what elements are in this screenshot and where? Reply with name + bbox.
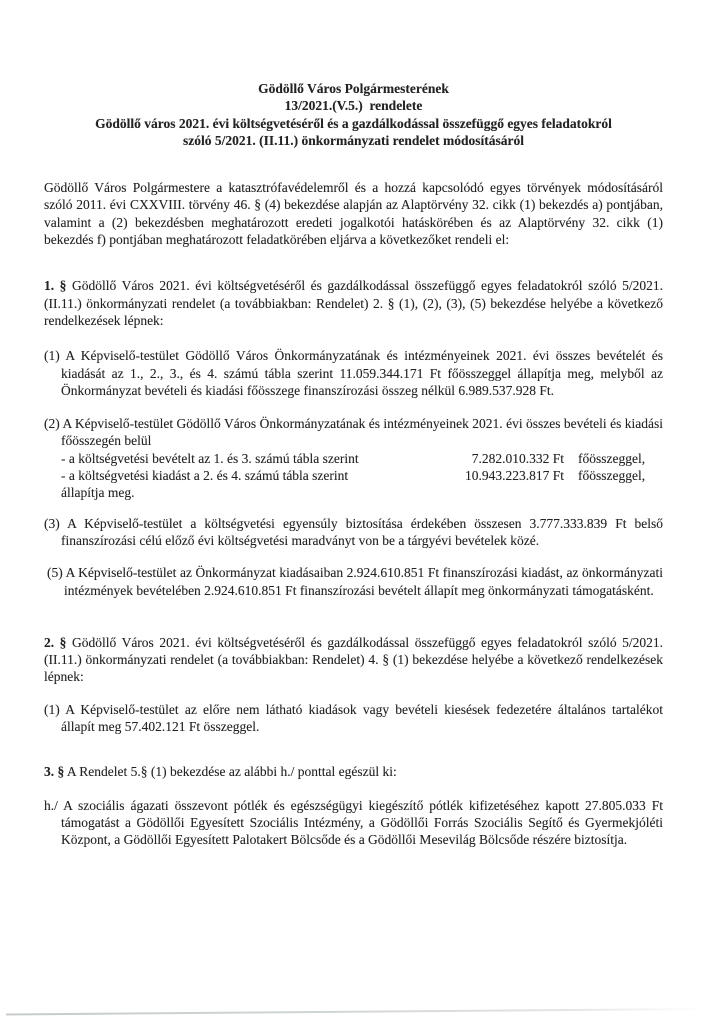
paragraph-marker: h./: [44, 797, 58, 813]
document-title: [44, 80, 663, 149]
section-1-marker: 1. §: [44, 278, 67, 294]
section-3-heading-text: A Rendelet 5.§ (1) bekezdése az alábbi h./ ponttal egészül ki:: [66, 764, 397, 780]
budget-row-suffix: főösszeggel,: [578, 450, 646, 466]
section-1-heading-text: Gödöllő Város 2021. évi költségvetéséről és gazdálkodással összefüggő egyes feladatokról szóló 5/2021. (II.11.) önkormányzati rendelet (a továbbiakban: Rendelet) 2. § (1), (2), (3), (5) bekezdése helyébe a következő rendelkezések lépnek:: [44, 278, 664, 328]
paragraph-text: A szociális ágazati összevont pótlék és egészségügyi kiegészítő pótlék kifizetéséhez kapott 27.805.033 Ft támogatást a Gödöllői Egyesített Szociális Intézmény, a Gödöllői Forrás Szociális Segítő és Gyermekjóléti Központ, a Gödöllői Egyesített Palotakert Bölcsőde és a Gödöllői Mesevilág Bölcsőde részére biztosítja.: [61, 797, 663, 848]
title-line-2: 13/2021.(V.5.) rendelete: [284, 98, 423, 114]
paragraph-marker: (5): [47, 565, 63, 581]
paragraph-marker: (3): [44, 515, 60, 531]
section-3-point-h: [44, 797, 663, 849]
budget-expense-row: [61, 467, 663, 484]
paragraph-text: A Képviselő-testület a költségvetési egyensúly biztosítása érdekében összesen 3.777.333.839 Ft belső finanszírozási célú előző évi költségvetési maradványt von be a tárgyévi bevételek közé.: [61, 515, 664, 548]
title-line-4: szóló 5/2021. (II.11.) önkormányzati rendelet módosításáról: [183, 132, 524, 148]
section-2-heading: [44, 634, 663, 686]
section-1-heading: [44, 277, 663, 329]
budget-row-suffix: főösszeggel,: [578, 468, 646, 484]
section-3-marker: 3. §: [44, 764, 65, 780]
paragraph-text: A Képviselő-testület Gödöllő Város Önkormányzatának és intézményeinek 2021. évi összes bevételi és kiadási főösszegén belül: [61, 416, 663, 449]
section-1-paragraph-2: [44, 415, 663, 501]
title-line-1: Gödöllő Város Polgármesterének: [258, 81, 449, 96]
budget-row-label: - a költségvetési bevételt az 1. és 3. számú tábla szerint: [61, 450, 359, 466]
budget-row-amount: 10.943.223.817 Ft: [464, 468, 564, 484]
section-2-heading-text: Gödöllő Város 2021. évi költségvetéséről és gazdálkodással összefüggő egyes feladatokról szóló 5/2021. (II.11.) önkormányzati rendelet (a továbbiakban: Rendelet) 4. § (1) bekezdése helyébe a következő rendelkezések lépnek:: [44, 634, 664, 685]
document-body: [44, 80, 663, 849]
preamble-paragraph: Gödöllő Város Polgármestere a katasztrófavédelemről és a hozzá kapcsolódó egyes törvények módosításáról szóló 2011. évi CXXVIII. törvény 46. § (4) bekezdése alapján az Alaptörvény 32. cikk (1) bekezdés a) pontjában, valamint a (2) bekezdésben meghatározott eredeti jogalkotói hatáskörében és az Alaptörvény 32. cikk (1) bekezdés f) pontjában meghatározott feladatkörében eljárva a következőket rendeli el:: [44, 180, 663, 248]
paragraph-text: A Képviselő-testület az Önkormányzat kiadásaiban 2.924.610.851 Ft finanszírozási kiadást, az önkormányzati intézmények bevételében 2.924.610.851 Ft finanszírozási bevételt állapít meg önkormányzati támogatásként.: [64, 565, 663, 598]
paragraph-closing-text: állapítja meg.: [61, 485, 135, 501]
section-1-paragraph-3: [44, 515, 663, 550]
section-1-paragraph-1: [44, 347, 663, 399]
paragraph-marker: (1): [44, 348, 60, 364]
section-1-paragraph-5: [47, 564, 663, 599]
paragraph-marker: (2): [44, 416, 60, 432]
paragraph-marker: (1): [44, 701, 60, 717]
scan-artifact-line: [6, 1008, 706, 1015]
budget-row-amount: 7.282.010.332 Ft: [471, 450, 564, 466]
paragraph-text: A Képviselő-testület Gödöllő Város Önkormányzatának és intézményeinek 2021. évi összes bevételét és kiadását az 1., 2., 3., és 4. számú tábla szerint 11.059.344.171 Ft főösszeggel állapítja meg, melyből az Önkormányzat bevételi és kiadási főösszege finanszírozási összeg nélkül 6.989.537.928 Ft.: [61, 348, 663, 398]
section-2-marker: 2. §: [44, 634, 67, 650]
budget-row-label: - a költségvetési kiadást a 2. és 4. számú tábla szerint: [61, 468, 349, 484]
section-2-paragraph-1: [44, 701, 663, 736]
title-line-3: Gödöllő város 2021. évi költségvetéséről és a gazdálkodással összefüggő egyes feladatokról: [95, 115, 612, 131]
paragraph-text: A Képviselő-testület az előre nem látható kiadások vagy bevételi kiesések fedezetére általános tartalékot állapít meg 57.402.121 Ft összeggel.: [61, 701, 663, 735]
section-3-heading: [44, 763, 663, 780]
budget-revenue-row: [61, 450, 663, 467]
